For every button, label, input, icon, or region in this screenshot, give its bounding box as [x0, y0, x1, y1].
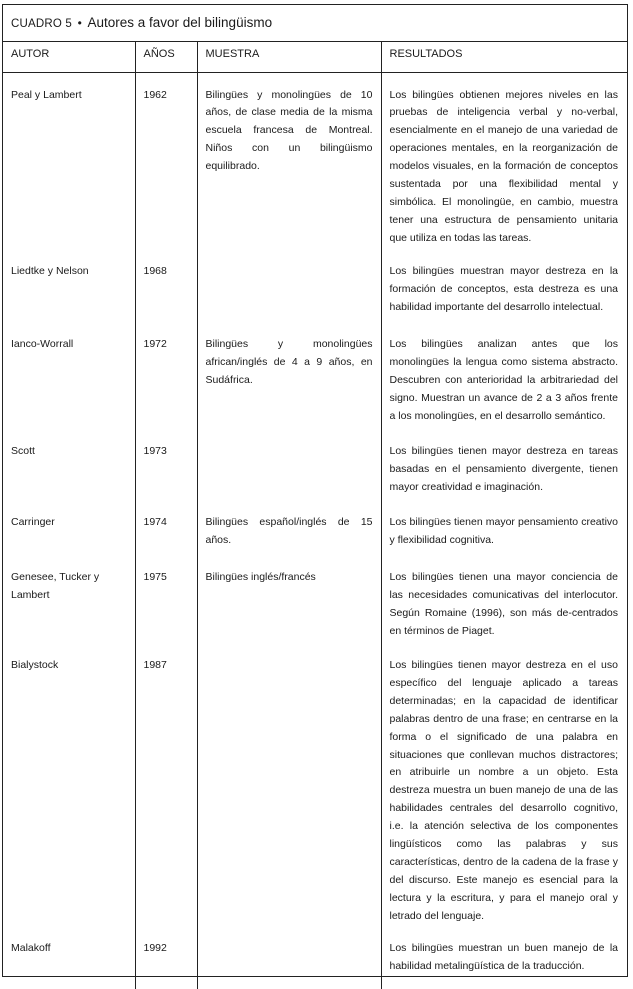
- cell-muestra: Bilingües español/inglés de 15 años.: [197, 500, 381, 555]
- table-caption: [3, 5, 627, 42]
- header-resultados: RESULTADOS: [381, 42, 627, 72]
- cell-ano: 1987: [135, 643, 197, 926]
- table-row: [3, 926, 627, 989]
- authors-table: [3, 42, 627, 989]
- cell-autor: Carringer: [3, 500, 135, 555]
- cell-muestra: Bilingües inglés/francés: [197, 555, 381, 643]
- cell-resultados: Los bilingües obtienen mejores niveles en las pruebas de inteligencia verbal y no-verbal, esencialmente en el manejo de una variedad de operaciones mentales, en la reorganización de modelos visuales, en la formación de conceptos sustentada por una flexibilidad mental y simbólica. El monolingüe, en cambio, muestra tener una estructura de pensamiento unitaria que utiliza en todas las tareas.: [389, 88, 618, 244]
- caption-bullet: •: [77, 16, 82, 30]
- cell-autor: Peal y Lambert: [3, 72, 135, 249]
- header-row: [3, 42, 627, 72]
- cell-ano: 1972: [135, 322, 197, 429]
- cell-autor: Bialystock: [3, 643, 135, 926]
- table-row: [3, 429, 627, 500]
- table-frame: [2, 4, 628, 977]
- cell-ano: 1973: [135, 429, 197, 500]
- cell-ano: 1992: [135, 926, 197, 989]
- cell-resultados: Los bilingües tienen mayor destreza en tareas basadas en el pensamiento divergente, tienen mayor creatividad e imaginación.: [389, 445, 618, 493]
- cell-resultados: Los bilingües tienen mayor pensamiento creativo y flexibilidad cognitiva.: [389, 516, 618, 546]
- table-row: [3, 249, 627, 322]
- cell-muestra: [197, 249, 381, 322]
- cell-autor: Ianco-Worrall: [3, 322, 135, 429]
- cell-muestra: [197, 429, 381, 500]
- header-anos: AÑOS: [135, 42, 197, 72]
- cell-ano: 1974: [135, 500, 197, 555]
- cell-resultados: Los bilingües muestran un buen manejo de la habilidad metalingüística de la traducción.: [389, 941, 618, 972]
- cell-autor: Liedtke y Nelson: [3, 249, 135, 322]
- cell-ano: 1968: [135, 249, 197, 322]
- table-row: [3, 555, 627, 643]
- cell-ano: 1962: [135, 72, 197, 249]
- caption-title: Autores a favor del bilingüismo: [87, 15, 273, 30]
- cell-autor: Scott: [3, 429, 135, 500]
- cell-resultados: Los bilingües tienen mayor destreza en el uso específico del lenguaje aplicado a tareas determinadas; en la capacidad de identificar palabras dentro de una frase; en centrarse en la forma o el significado de una palabra en situaciones que conllevan muchos distractores; en atribuirle un nombre a un objeto. Esta destreza muestra un buen manejo de una de las habilidades centrales del desarrollo cognitivo, i.e. la atención selectiva de los componentes lingüísticos como las palabras y sus características, dentro de la cadena de la frase y del discurso. Este manejo es esencial para la lectura y la escritura, y para el manejo oral y letrado del lenguaje.: [389, 659, 618, 922]
- header-autor: AUTOR: [3, 42, 135, 72]
- cell-muestra: Bilingües y monolingües african/inglés de 4 a 9 años, en Sudáfrica.: [197, 322, 381, 429]
- table-row: [3, 72, 627, 249]
- cell-resultados: Los bilingües muestran mayor destreza en la formación de conceptos, esta destreza es una habilidad importante del desarrollo intelectual.: [389, 265, 618, 313]
- cell-muestra: Bilingües y monolingües de 10 años, de clase media de la misma escuela francesa de Montreal. Niños con un bilingüismo equilibrado.: [197, 72, 381, 249]
- cell-resultados: Los bilingües analizan antes que los monolingües la lengua como sistema abstracto. Descubren con anterioridad la arbitrariedad del signo. Muestran un avance de 2 a 3 años frente a los monolingües, en el desarrollo semántico.: [389, 338, 618, 422]
- header-muestra: MUESTRA: [197, 42, 381, 72]
- table-row: [3, 322, 627, 429]
- cell-ano: 1975: [135, 555, 197, 643]
- caption-label: CUADRO 5: [11, 18, 73, 30]
- table-row: [3, 500, 627, 555]
- cell-muestra: [197, 926, 381, 989]
- cell-muestra: [197, 643, 381, 926]
- cell-autor: Genesee, Tucker y Lambert: [3, 555, 135, 643]
- cell-autor: Malakoff: [3, 926, 135, 989]
- cell-resultados: Los bilingües tienen una mayor conciencia de las necesidades comunicativas del interlocutor. Según Romaine (1996), son más de-centrados en términos de Piaget.: [389, 571, 618, 637]
- table-row: [3, 643, 627, 926]
